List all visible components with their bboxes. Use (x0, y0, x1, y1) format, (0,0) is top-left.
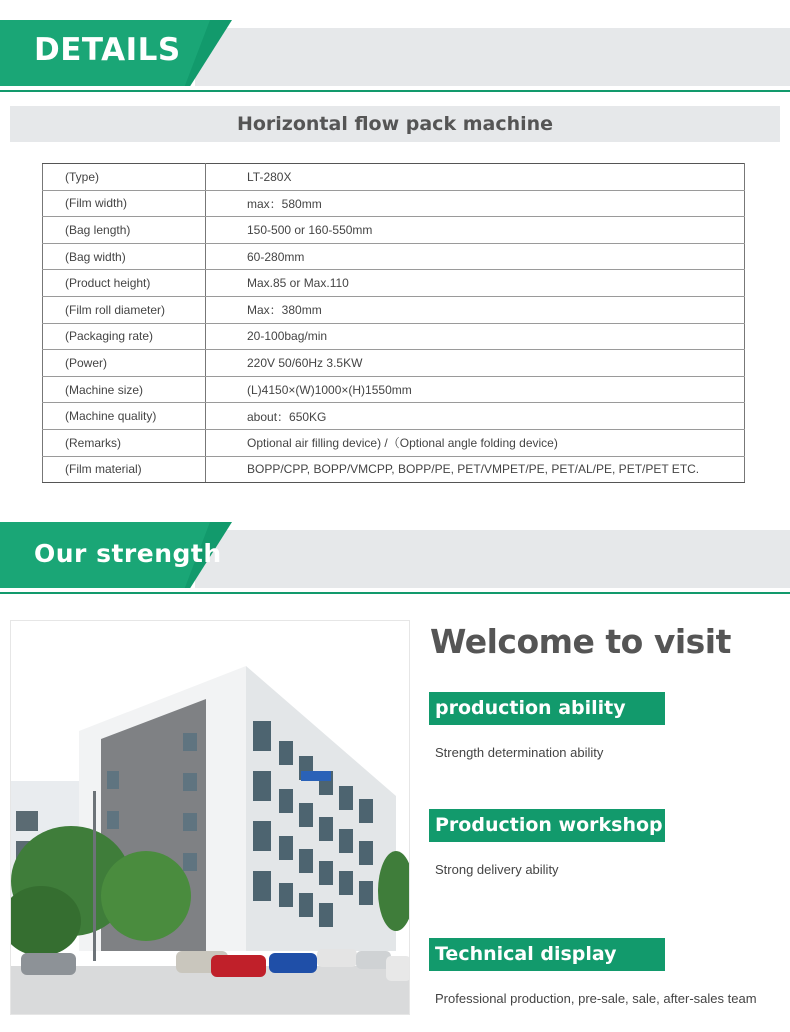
feature-desc-production-ability: Strength determination ability (435, 745, 604, 760)
banner-gray-bar (195, 530, 790, 588)
spec-key: (Packaging rate) (43, 323, 206, 350)
spec-row (43, 296, 745, 323)
spec-key: (Machine size) (43, 376, 206, 403)
strength-banner (0, 522, 790, 592)
spec-value: (L)4150×(W)1000×(H)1550mm (206, 376, 745, 403)
feature-title-production-workshop: Production workshop (429, 809, 665, 842)
spec-row (43, 403, 745, 430)
spec-row (43, 243, 745, 270)
spec-key: (Type) (43, 164, 206, 191)
spec-row (43, 376, 745, 403)
spec-key: (Power) (43, 350, 206, 377)
banner-divider (0, 90, 790, 92)
banner-gray-bar (195, 28, 790, 86)
spec-value: 150-500 or 160-550mm (206, 217, 745, 244)
factory-building-illustration (11, 621, 410, 1015)
spec-row (43, 190, 745, 217)
spec-value: Optional air filling device) /（Optional angle folding device) (206, 429, 745, 456)
spec-row (43, 350, 745, 377)
spec-key: (Machine quality) (43, 403, 206, 430)
spec-row (43, 456, 745, 483)
spec-row (43, 217, 745, 244)
spec-value: 60-280mm (206, 243, 745, 270)
strength-title: Our strength (34, 539, 222, 568)
feature-title-technical-display: Technical display (429, 938, 665, 971)
spec-key: (Film material) (43, 456, 206, 483)
spec-table (42, 163, 745, 483)
spec-row (43, 164, 745, 191)
spec-value: max：580mm (206, 190, 745, 217)
spec-key: (Film width) (43, 190, 206, 217)
spec-value: Max：380mm (206, 296, 745, 323)
spec-key: (Remarks) (43, 429, 206, 456)
spec-value: BOPP/CPP, BOPP/VMCPP, BOPP/PE, PET/VMPET/PE, PET/AL/PE, PET/PET ETC. (206, 456, 745, 483)
feature-desc-technical-display: Professional production, pre-sale, sale, after-sales team (435, 991, 757, 1006)
feature-desc-production-workshop: Strong delivery ability (435, 862, 559, 877)
details-banner (0, 20, 790, 90)
machine-title: Horizontal flow pack machine (10, 106, 780, 142)
banner-divider (0, 592, 790, 594)
welcome-heading: Welcome to visit (430, 622, 731, 661)
details-title: DETAILS (34, 32, 181, 68)
feature-title-production-ability: production ability (429, 692, 665, 725)
spec-value: 220V 50/60Hz 3.5KW (206, 350, 745, 377)
spec-key: (Bag length) (43, 217, 206, 244)
spec-value: 20-100bag/min (206, 323, 745, 350)
spec-value: about：650KG (206, 403, 745, 430)
spec-key: (Product height) (43, 270, 206, 297)
spec-row (43, 429, 745, 456)
factory-building-photo (10, 620, 410, 1015)
spec-row (43, 270, 745, 297)
spec-row (43, 323, 745, 350)
spec-value: Max.85 or Max.110 (206, 270, 745, 297)
spec-key: (Bag width) (43, 243, 206, 270)
spec-value: LT-280X (206, 164, 745, 191)
spec-key: (Film roll diameter) (43, 296, 206, 323)
